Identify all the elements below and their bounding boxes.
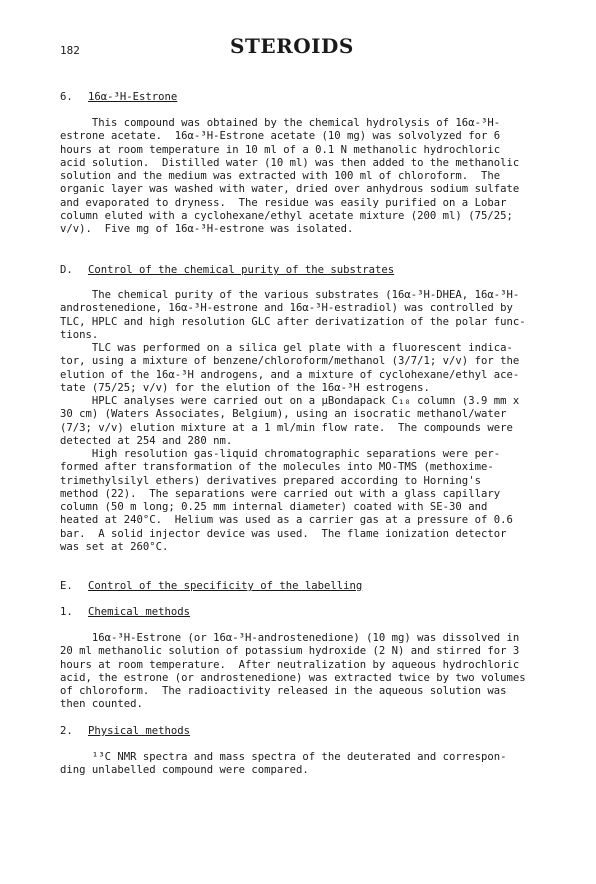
text-line: hours at room temperature. After neutralization by aqueous hydrochloric: [60, 658, 520, 671]
page-number: 182: [60, 44, 80, 57]
section-title: Control of the specificity of the labelling: [88, 580, 363, 592]
section-number: 6.: [60, 91, 73, 103]
text-line: hours at room temperature in 10 ml of a 0.1 N methanolic hydrochloric: [60, 143, 501, 156]
text-line: column (50 m long; 0.25 mm internal diameter) coated with SE-30 and: [60, 501, 488, 514]
section-e-heading: [60, 580, 362, 593]
section-e2-heading: [60, 725, 190, 738]
section-e2-paragraph: [60, 751, 540, 778]
section-e1-paragraph: [60, 632, 540, 712]
text-line: bar. A solid injector device was used. The flame ionization detector: [60, 527, 507, 540]
text-line: (7/3; v/v) elution mixture at a 1 ml/min flow rate. The compounds were: [60, 421, 513, 434]
section-title: Control of the chemical purity of the substrates: [88, 264, 395, 276]
text-line: organic layer was washed with water, dried over anhydrous sodium sulfate: [60, 183, 520, 196]
text-line: 20 ml methanolic solution of potassium hydroxide (2 N) and stirred for 3: [60, 645, 520, 658]
section-d-heading: [60, 264, 394, 277]
section-title: 16α-³H-Estrone: [88, 91, 178, 103]
section-number: E.: [60, 580, 73, 592]
text-line: v/v). Five mg of 16α-³H-estrone was isolated.: [60, 223, 354, 236]
text-line: detected at 254 and 280 nm.: [60, 434, 233, 447]
text-line: HPLC analyses were carried out on a μBondapack C₁₈ column (3.9 mm x: [60, 395, 520, 407]
text-line: 16α-³H-Estrone (or 16α-³H-androstenedione) (10 mg) was dissolved in: [60, 632, 520, 644]
text-line: tor, using a mixture of benzene/chloroform/methanol (3/7/1; v/v) for the: [60, 355, 520, 368]
section-d-paragraph-1: [60, 289, 540, 342]
text-line: tions.: [60, 328, 99, 341]
section-d-paragraph-2: [60, 342, 540, 395]
text-line: The chemical purity of the various substrates (16α-³H-DHEA, 16α-³H-: [60, 289, 520, 301]
text-line: tate (75/25; v/v) for the elution of the 16α-³H estrogens.: [60, 381, 430, 394]
section-title: Chemical methods: [88, 606, 191, 618]
section-number: 2.: [60, 725, 73, 737]
text-line: trimethylsilyl ethers) derivatives prepared according to Horning's: [60, 474, 481, 487]
text-line: then counted.: [60, 698, 143, 711]
section-d-paragraph-4: [60, 448, 540, 554]
text-line: heated at 240°C. Helium was used as a carrier gas at a pressure of 0.6: [60, 514, 513, 527]
text-line: was set at 260°C.: [60, 541, 169, 554]
text-line: method (22). The separations were carried out with a glass capillary: [60, 487, 501, 500]
text-line: of chloroform. The radioactivity released in the aqueous solution was: [60, 685, 507, 698]
section-e1-heading: [60, 606, 190, 619]
journal-title: STEROIDS: [230, 34, 354, 58]
text-line: TLC, HPLC and high resolution GLC after derivatization of the polar func-: [60, 315, 526, 328]
text-line: High resolution gas-liquid chromatographic separations were per-: [60, 448, 501, 460]
text-line: This compound was obtained by the chemical hydrolysis of 16α-³H-: [60, 117, 501, 129]
text-line: ding unlabelled compound were compared.: [60, 764, 309, 777]
section-d-paragraph-3: [60, 395, 540, 448]
text-line: elution of the 16α-³H androgens, and a mixture of cyclohexane/ethyl ace-: [60, 368, 520, 381]
text-line: estrone acetate. 16α-³H-Estrone acetate (10 mg) was solvolyzed for 6: [60, 130, 501, 143]
text-line: TLC was performed on a silica gel plate with a fluorescent indica-: [60, 342, 513, 354]
text-line: acid solution. Distilled water (10 ml) was then added to the methanolic: [60, 156, 520, 169]
section-6-paragraph: [60, 117, 540, 237]
text-line: solution and the medium was extracted with 100 ml of chloroform. The: [60, 170, 501, 183]
section-title: Physical methods: [88, 725, 191, 737]
text-line: formed after transformation of the molecules into MO-TMS (methoxime-: [60, 461, 494, 474]
section-6-heading: [60, 91, 177, 104]
text-line: acid, the estrone (or androstenedione) was extracted twice by two volumes: [60, 671, 526, 684]
section-number: D.: [60, 264, 73, 276]
text-line: and evaporated to dryness. The residue was easily purified on a Lobar: [60, 196, 507, 209]
text-line: ¹³C NMR spectra and mass spectra of the deuterated and correspon-: [60, 751, 507, 763]
text-line: androstenedione, 16α-³H-estrone and 16α-³H-estradiol) was controlled by: [60, 302, 513, 315]
text-line: 30 cm) (Waters Associates, Belgium), using an isocratic methanol/water: [60, 408, 507, 421]
text-line: column eluted with a cyclohexane/ethyl acetate mixture (200 ml) (75/25;: [60, 210, 513, 223]
section-number: 1.: [60, 606, 73, 618]
